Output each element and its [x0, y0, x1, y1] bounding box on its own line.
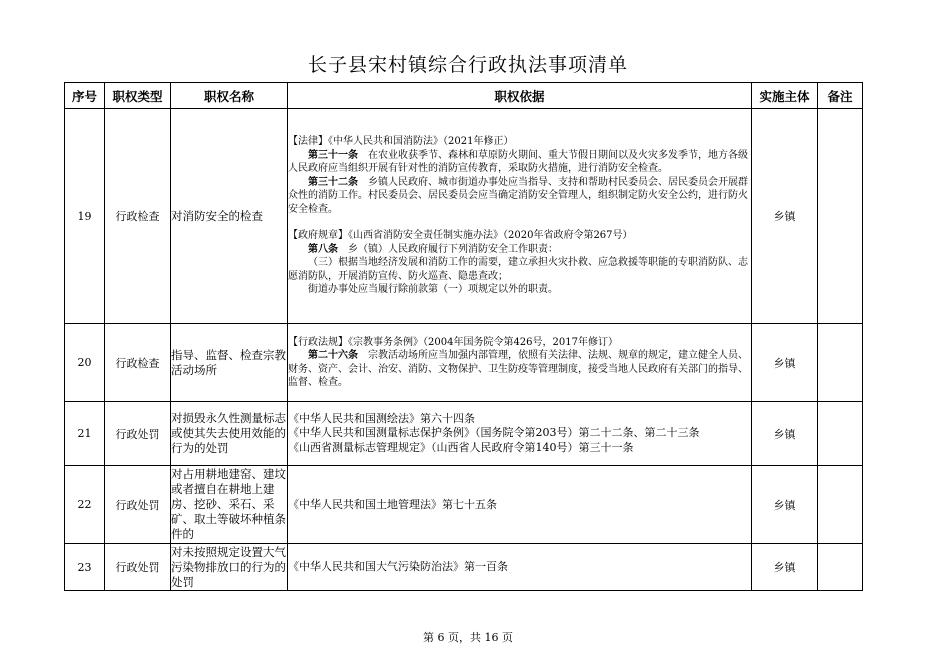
basis-law-title: 【法律】《中华人民共和国消防法》（2021年修正）: [288, 136, 514, 148]
row-subject: 乡镇: [752, 466, 818, 544]
basis-law-title: 【政府规章】《山西省消防安全责任制实施办法》（2020年省政府令第267号）: [288, 230, 633, 242]
row-seq: 21: [65, 402, 105, 466]
row-seq: 19: [65, 109, 105, 324]
page-footer: 第 6 页，共 16 页: [423, 631, 513, 644]
row-type: 行政检查: [105, 109, 171, 324]
row-name: 对未按照规定设置大气污染物排放口的行为的处罚: [171, 544, 286, 589]
row-basis: [288, 324, 752, 402]
row-subject: 乡镇: [752, 324, 818, 402]
row-seq: 23: [65, 544, 105, 591]
row-type: 行政处罚: [105, 544, 171, 591]
basis-line: 《中华人民共和国土地管理法》第七十五条: [288, 497, 497, 511]
basis-article: 第三十二条 乡镇人民政府、城市街道办事处应当指导、支持和帮助村民委员会、居民委员会开展群众性的消防工作。村民委员会、居民委员会应当确定消防安全管理人，组织制定防火安全公约，进行防火安全检查。: [288, 176, 748, 215]
row-subject: 乡镇: [752, 402, 818, 466]
basis-line: 《中华人民共和国测绘法》第六十四条: [288, 411, 475, 425]
table-row: [65, 402, 863, 466]
row-subject: 乡镇: [752, 544, 818, 591]
row-name: 对占用耕地建窑、建坟或者擅自在耕地上建房、挖砂、采石、采矿、取土等破坏种植条件的: [171, 466, 288, 544]
row-basis: [288, 402, 752, 466]
table-row: [65, 466, 863, 544]
enforcement-table: [64, 82, 863, 591]
header-seq: 序号: [65, 83, 105, 109]
row-remark: [818, 324, 863, 402]
row-basis: [288, 109, 752, 324]
basis-line: 《中华人民共和国测量标志保护条例》（国务院令第203号）第二十二条、第二十三条: [288, 426, 700, 440]
row-type: 行政处罚: [105, 402, 171, 466]
basis-line: 《山西省测量标志管理规定》（山西省人民政府令第140号）第三十一条: [288, 440, 634, 454]
row-type: 行政处罚: [105, 466, 171, 544]
basis-article: 第三十一条 在农业收获季节、森林和草原防火期间、重大节假日期间以及火灾多发季节，地方各级人民政府应当组织开展有针对性的消防宣传教育，采取防火措施，进行消防安全检查。: [288, 149, 748, 175]
row-name: 对损毁永久性测量标志或使其失去使用效能的行为的处罚: [171, 402, 288, 466]
row-basis: [288, 466, 752, 544]
basis-item: 街道办事处应当履行除前款第（一）项规定以外的职责。: [308, 284, 558, 296]
row-name: 指导、监督、检查宗教活动场所: [171, 324, 288, 402]
row-remark: [818, 544, 863, 591]
table-header-row: [65, 83, 863, 109]
table-row: [65, 544, 863, 591]
basis-item: （三）根据当地经济发展和消防工作的需要，建立承担火灾扑救、应急救援等职能的专职消防队、志愿消防队，开展消防宣传、防火巡查、隐患查改；: [288, 257, 748, 282]
basis-article: 第八条 乡（镇）人民政府履行下列消防安全工作职责：: [308, 243, 558, 255]
row-subject: 乡镇: [752, 109, 818, 324]
table-row: [65, 109, 863, 324]
header-basis: 职权依据: [288, 83, 752, 109]
row-seq: 22: [65, 466, 105, 544]
row-remark: [818, 109, 863, 324]
header-name: 职权名称: [171, 83, 288, 109]
row-remark: [818, 402, 863, 466]
row-remark: [818, 466, 863, 544]
row-name: 对消防安全的检查: [171, 109, 288, 324]
table-row: [65, 324, 863, 402]
basis-law-title: 【行政法规】《宗教事务条例》（2004年国务院令第426号，2017年修订）: [288, 336, 618, 348]
row-type: 行政检查: [105, 324, 171, 402]
page-title: 长子县宋村镇综合行政执法事项清单: [307, 54, 628, 76]
basis-article: 第二十六条 宗教活动场所应当加强内部管理，依照有关法律、法规、规章的规定，建立健全人员、财务、资产、会计、治安、消防、文物保护、卫生防疫等管理制度，接受当地人民政府有关部门的指导、监督、检查。: [288, 350, 748, 388]
basis-line: 《中华人民共和国大气污染防治法》第一百条: [288, 560, 508, 574]
header-remark: 备注: [818, 83, 863, 109]
row-seq: 20: [65, 324, 105, 402]
row-basis: [288, 544, 752, 591]
header-type: 职权类型: [105, 83, 171, 109]
header-subject: 实施主体: [752, 83, 818, 109]
